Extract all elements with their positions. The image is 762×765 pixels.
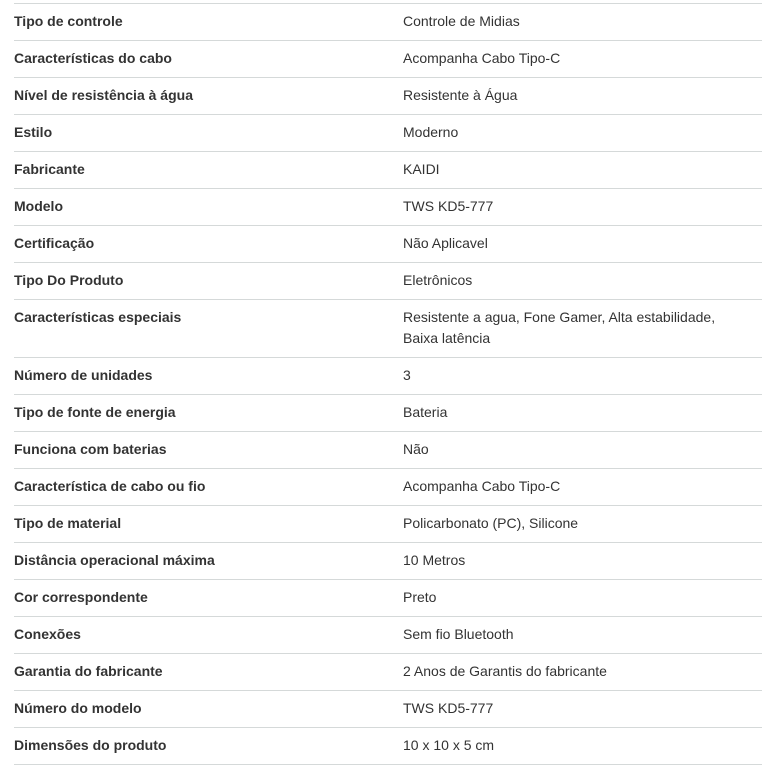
table-row: [14, 226, 762, 263]
table-row: [14, 115, 762, 152]
spec-value: Policarbonato (PC), Silicone: [403, 515, 579, 531]
spec-value: Resistente a agua, Fone Gamer, Alta estabilidade, Baixa latência: [403, 309, 716, 346]
spec-label: Características do cabo: [14, 50, 172, 66]
table-row: [14, 728, 762, 765]
product-spec-table: [14, 3, 762, 765]
spec-label: Fabricante: [14, 161, 85, 177]
table-row: [14, 300, 762, 358]
table-row: [14, 691, 762, 728]
spec-value: TWS KD5-777: [403, 198, 494, 214]
spec-label: Modelo: [14, 198, 63, 214]
spec-value: Moderno: [403, 124, 459, 140]
spec-label: Distância operacional máxima: [14, 552, 215, 568]
table-row: [14, 617, 762, 654]
spec-label: Nível de resistência à água: [14, 87, 193, 103]
table-row: [14, 543, 762, 580]
spec-value: Bateria: [403, 404, 448, 420]
spec-label: Número do modelo: [14, 700, 142, 716]
spec-label: Número de unidades: [14, 367, 153, 383]
spec-label: Cor correspondente: [14, 589, 148, 605]
spec-value: Acompanha Cabo Tipo-C: [403, 50, 561, 66]
table-row: [14, 506, 762, 543]
spec-label: Funciona com baterias: [14, 441, 167, 457]
spec-label: Dimensões do produto: [14, 737, 167, 753]
spec-label: Tipo de fonte de energia: [14, 404, 176, 420]
spec-value: TWS KD5-777: [403, 700, 494, 716]
spec-value: Não Aplicavel: [403, 235, 488, 251]
spec-value: 2 Anos de Garantis do fabricante: [403, 663, 607, 679]
table-row: [14, 358, 762, 395]
table-row: [14, 263, 762, 300]
table-row: [14, 395, 762, 432]
spec-value: Acompanha Cabo Tipo-C: [403, 478, 561, 494]
spec-value: 10 x 10 x 5 cm: [403, 737, 495, 753]
spec-value: Controle de Midias: [403, 13, 520, 29]
spec-label: Tipo Do Produto: [14, 272, 124, 288]
table-row: [14, 654, 762, 691]
spec-label: Garantia do fabricante: [14, 663, 163, 679]
table-row: [14, 580, 762, 617]
spec-label: Característica de cabo ou fio: [14, 478, 206, 494]
spec-label: Conexões: [14, 626, 81, 642]
spec-value: Preto: [403, 589, 437, 605]
table-row: [14, 432, 762, 469]
spec-value: KAIDI: [403, 161, 440, 177]
spec-value: 3: [403, 367, 411, 383]
spec-value: Sem fio Bluetooth: [403, 626, 514, 642]
table-row: [14, 41, 762, 78]
table-row: [14, 152, 762, 189]
table-row: [14, 189, 762, 226]
spec-label: Características especiais: [14, 309, 182, 325]
table-row: [14, 4, 762, 41]
spec-value: Não: [403, 441, 429, 457]
spec-label: Tipo de controle: [14, 13, 123, 29]
spec-value: Resistente à Água: [403, 87, 518, 103]
spec-value: 10 Metros: [403, 552, 466, 568]
table-row: [14, 469, 762, 506]
spec-label: Estilo: [14, 124, 53, 140]
spec-label: Tipo de material: [14, 515, 122, 531]
spec-value: Eletrônicos: [403, 272, 473, 288]
spec-label: Certificação: [14, 235, 95, 251]
table-row: [14, 78, 762, 115]
